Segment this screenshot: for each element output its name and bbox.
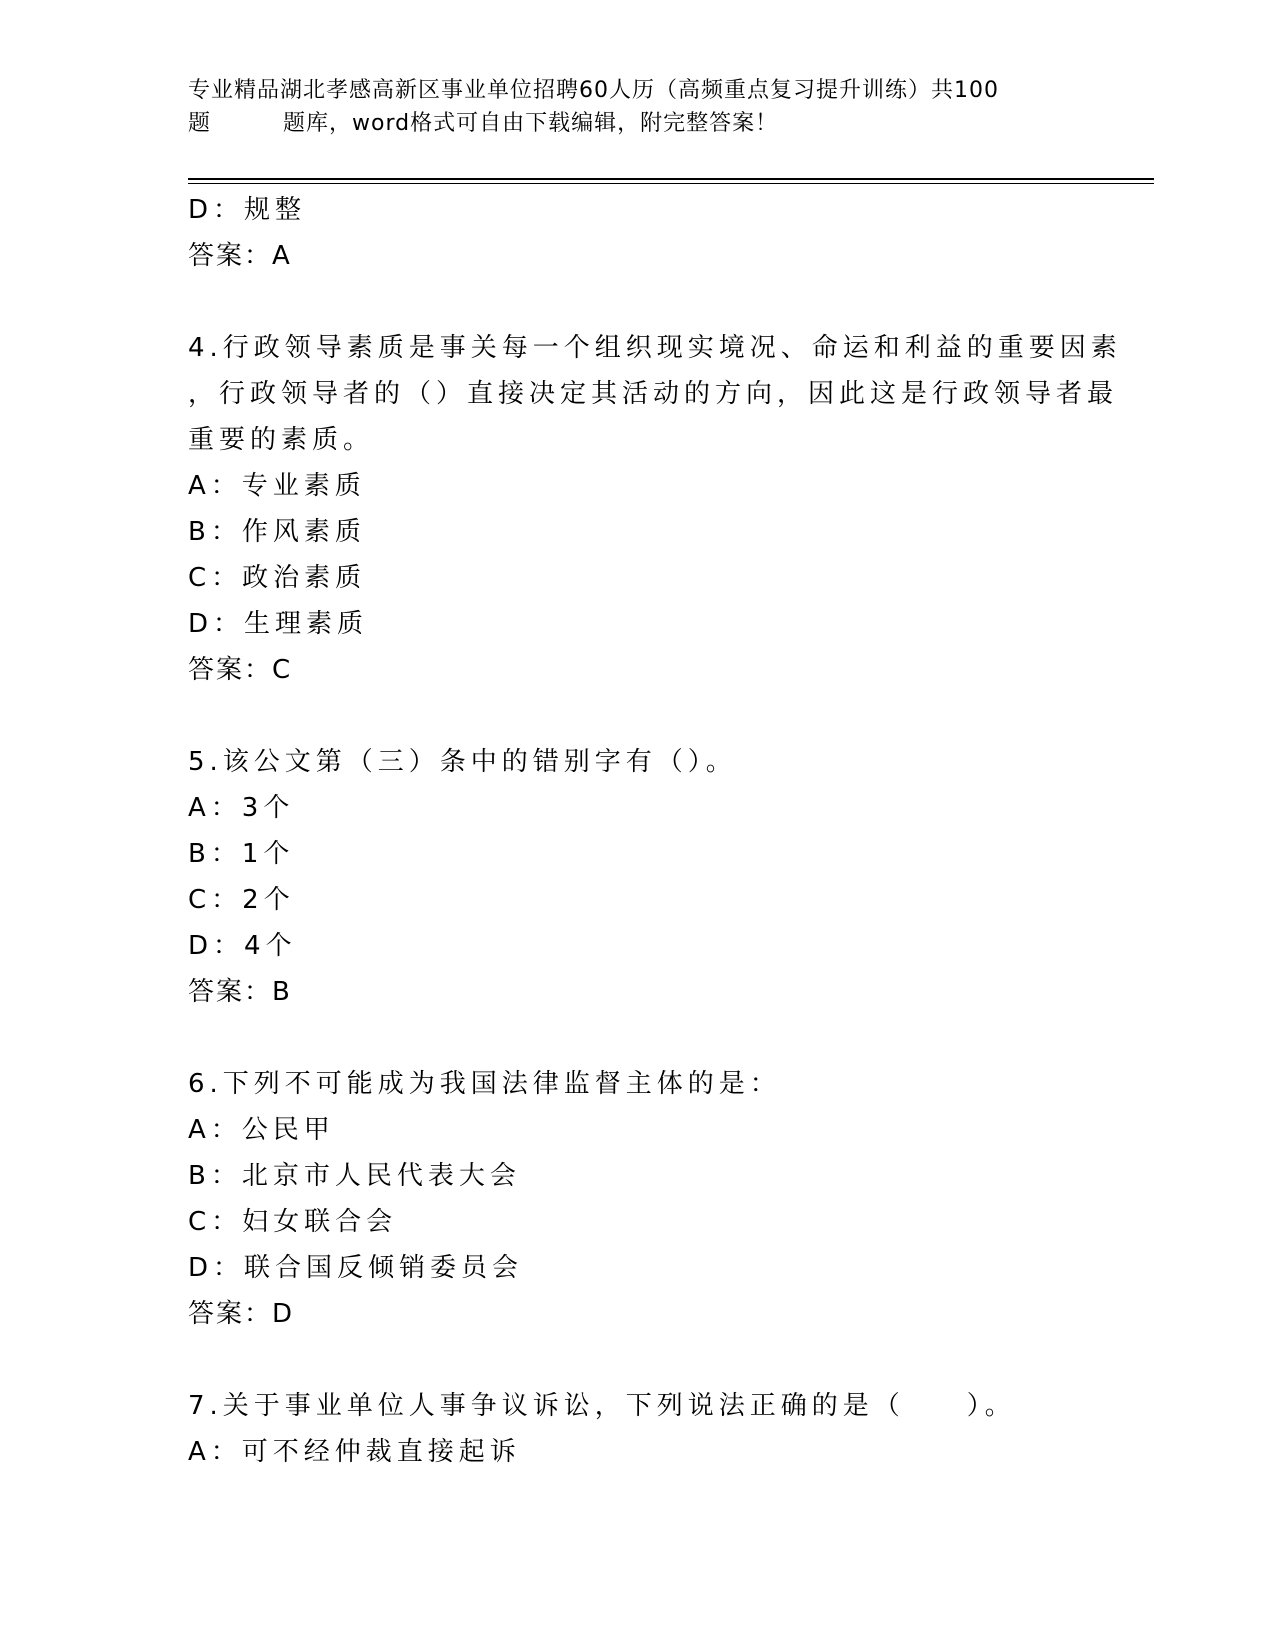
- answer-value: A: [272, 241, 291, 271]
- header-title-line2: [188, 107, 1088, 140]
- question-4-stem-line-1: 4.行政领导素质是事关每一个组织现实境况、命运和利益的重要因素: [188, 333, 1122, 363]
- answer-label: 答案：: [188, 241, 273, 271]
- question-6-answer: [188, 1291, 1088, 1337]
- question-4-option-a: A：专业素质: [188, 471, 366, 501]
- answer-value: B: [272, 977, 291, 1007]
- question-6-stem: 6.下列不可能成为我国法律监督主体的是：: [188, 1069, 781, 1099]
- question-5-answer: [188, 969, 1088, 1015]
- header-title-line2-rest: 题库，word格式可自由下载编辑，附完整答案！: [283, 111, 779, 136]
- question-6-option-b: B：北京市人民代表大会: [188, 1161, 521, 1191]
- question-5-option-b: B：1个: [188, 839, 295, 869]
- question-3-answer: [188, 233, 1088, 279]
- question-6-option-c: C：妇女联合会: [188, 1207, 398, 1237]
- question-7: [188, 1383, 1088, 1475]
- answer-label: 答案：: [188, 977, 273, 1007]
- question-7-stem: 7.关于事业单位人事争议诉讼，下列说法正确的是（ ）。: [188, 1391, 1016, 1421]
- document-header: [188, 74, 1088, 140]
- question-6-option-d: D：联合国反倾销委员会: [188, 1253, 524, 1283]
- question-5-stem: 5.该公文第（三）条中的错别字有（）。: [188, 747, 737, 777]
- question-5-option-a: A：3个: [188, 793, 295, 823]
- answer-value: D: [272, 1299, 294, 1329]
- header-divider-thick: [188, 178, 1154, 180]
- question-7-option-a: A：可不经仲裁直接起诉: [188, 1437, 521, 1467]
- answer-label: 答案：: [188, 655, 273, 685]
- question-4-stem-line-2: ，行政领导者的（）直接决定其活动的方向，因此这是行政领导者最: [188, 379, 1119, 409]
- question-5-option-d: D：4个: [188, 931, 297, 961]
- document-body: [188, 187, 1122, 1475]
- answer-value: C: [272, 655, 292, 685]
- question-4-option-b: B：作风素质: [188, 517, 366, 547]
- question-4-answer: [188, 647, 1088, 693]
- question-3-tail: [188, 187, 1088, 279]
- question-3-option-d: D：规整: [188, 195, 307, 225]
- question-5-option-c: C：2个: [188, 885, 295, 915]
- question-4-option-c: C：政治素质: [188, 563, 367, 593]
- answer-label: 答案：: [188, 1299, 273, 1329]
- header-divider-thin: [188, 183, 1154, 184]
- question-6-option-a: A：公民甲: [188, 1115, 335, 1145]
- question-4-stem-line-3: 重要的素质。: [188, 425, 375, 455]
- header-title-line2-start: 题: [188, 111, 212, 136]
- question-5: [188, 739, 1088, 1015]
- question-6: [188, 1061, 1088, 1337]
- header-title-line1: 专业精品湖北孝感高新区事业单位招聘60人历（高频重点复习提升训练）共100: [188, 78, 999, 103]
- question-4: [188, 325, 1122, 693]
- question-4-option-d: D：生理素质: [188, 609, 369, 639]
